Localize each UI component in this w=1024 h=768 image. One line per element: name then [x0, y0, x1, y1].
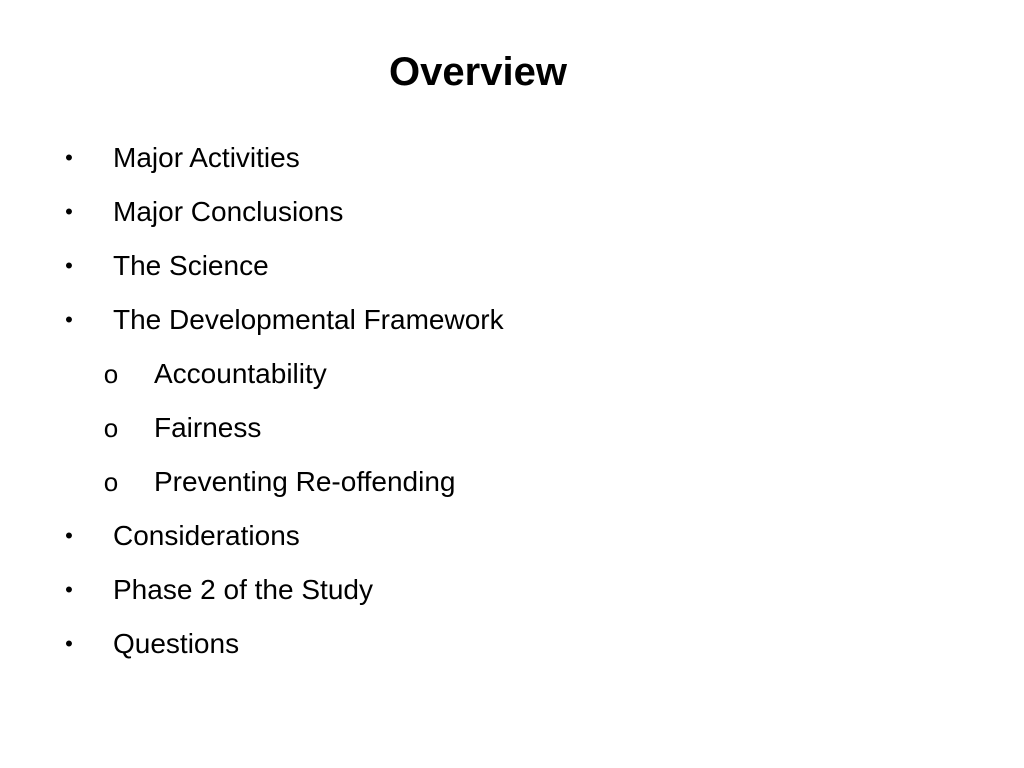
sub-list-item-label: Fairness [154, 412, 262, 443]
list-item-label: Phase 2 of the Study [113, 574, 373, 605]
list-item-label: Questions [113, 628, 240, 659]
list-item [0, 293, 1024, 347]
list-item-label: The Science [113, 250, 269, 281]
bullet-icon: • [65, 253, 73, 278]
hollow-circle-bullet-icon: o [103, 359, 119, 389]
bullet-icon: • [65, 199, 73, 224]
list-item-label: The Developmental Framework [113, 304, 504, 335]
hollow-circle-bullet-icon: o [103, 413, 119, 443]
list-item-label: Major Conclusions [113, 196, 344, 227]
sub-list-item [0, 401, 1024, 455]
slide-title: Overview [389, 50, 567, 94]
bullet-icon: • [65, 577, 73, 602]
hollow-circle-bullet-icon: o [103, 467, 119, 497]
bullet-list [0, 131, 1024, 671]
list-item [0, 239, 1024, 293]
bullet-icon: • [65, 145, 73, 170]
sub-list-item-label: Preventing Re-offending [154, 466, 456, 497]
list-item [0, 617, 1024, 671]
bullet-icon: • [65, 631, 73, 656]
list-item [0, 185, 1024, 239]
sub-list-item-label: Accountability [154, 358, 327, 389]
list-item [0, 131, 1024, 185]
bullet-icon: • [65, 307, 73, 332]
sub-list-item [0, 455, 1024, 509]
list-item [0, 509, 1024, 563]
bullet-icon: • [65, 523, 73, 548]
list-item-label: Major Activities [113, 142, 300, 173]
list-item-label: Considerations [113, 520, 300, 551]
sub-list-item [0, 347, 1024, 401]
list-item [0, 563, 1024, 617]
